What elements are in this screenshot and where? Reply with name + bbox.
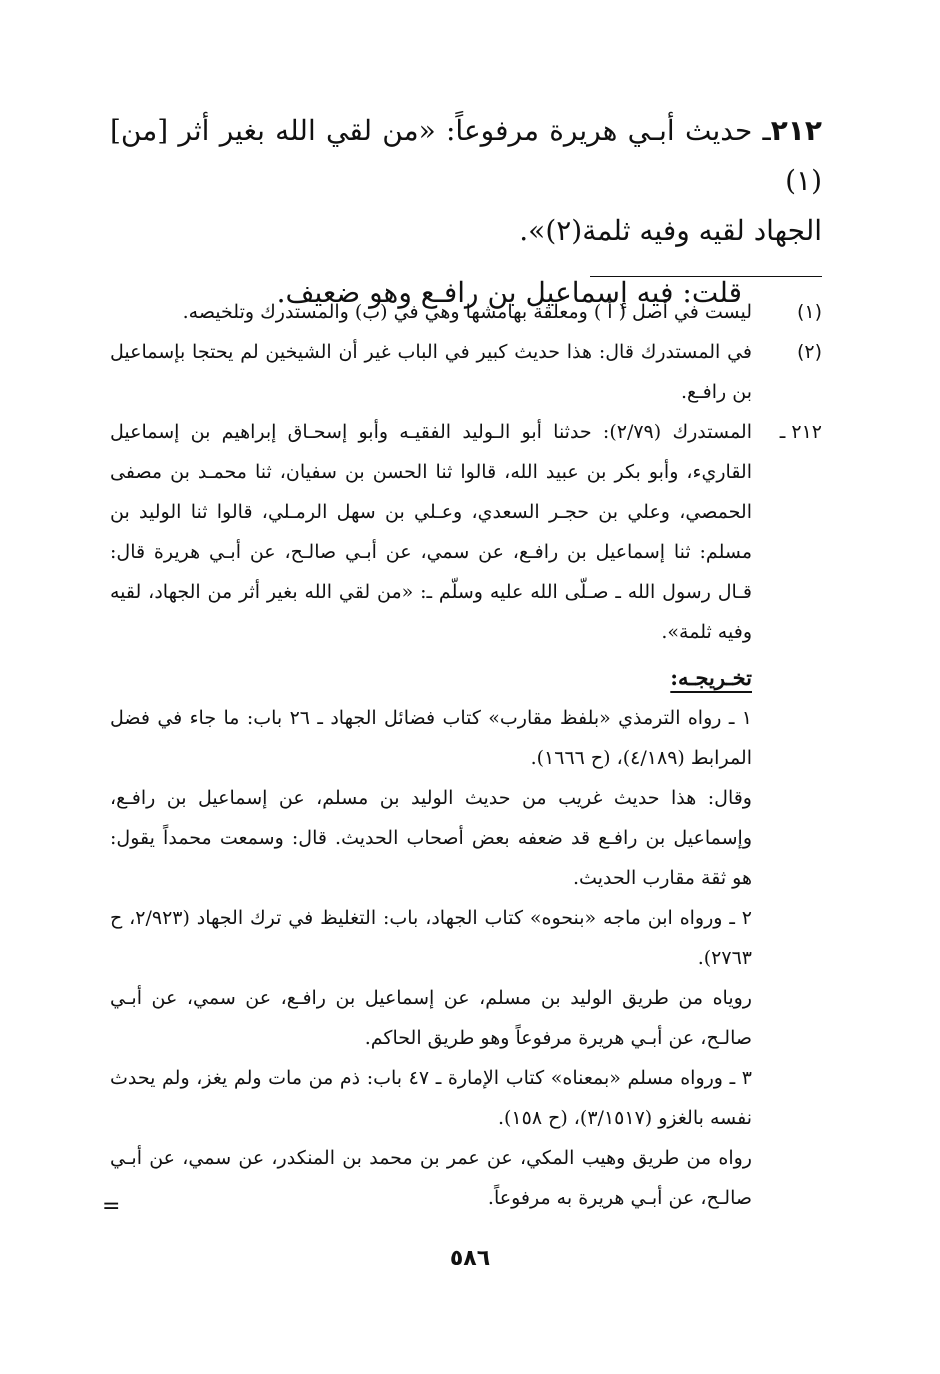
paragraph-lead: ١ ـ	[728, 707, 752, 729]
takhrij-paragraph-5	[110, 1058, 752, 1138]
takhrij-paragraph-1	[110, 698, 752, 778]
mustadrak-number: ٢١٢ ـ	[779, 421, 822, 443]
hadith-line-1	[110, 106, 822, 206]
paragraph-text: رواه الترمذي «بلفظ مقارب» كتاب فضائل الجهاد ـ ٢٦ باب: ما جاء في فضل المرابط (٤/١٨٩)، (ح ١٦٦٦).	[110, 707, 752, 769]
takhrij-paragraph-6	[110, 1138, 752, 1218]
paragraph-text: ورواه مسلم «بمعناه» كتاب الإمارة ـ ٤٧ باب: ذم من مات ولم يغز، ولم يحدث نفسه بالغزو (٣/١٥١٧)، (ح ١٥٨).	[110, 1067, 752, 1129]
mustadrak-text: المستدرك (٢/٧٩): حدثنا أبو الـوليد الفقيـه وأبو إسحـاق إبراهيم بن إسماعيل القاريء، وأبو بكر بن عبيد الله، قالوا ثنا الحسن بن سفيان، ثنا محمـد بن مصفى الحمصي، وعلي بن حجـر السعدي، وعـلي بن سهل الرمـلي، قالوا ثنا الوليد بن مسلم: ثنا إسماعيل بن رافـع، عن سمي، عن أبـي صالـح، عن أبـي هريرة قال: قـال رسول الله ـ صـلّى الله عليه وسلّم ـ: «من لقي الله بغير أثر من الجهاد، لقيه وفيه ثلمة».	[110, 421, 752, 643]
takhrij-paragraph-3	[110, 898, 752, 978]
paragraph-text: ورواه ابن ماجه «بنحوه» كتاب الجهاد، باب: التغليظ في ترك الجهاد (٢/٩٢٣، ح ٢٧٦٣).	[110, 907, 752, 969]
paragraph-text: رواه من طريق وهيب المكي، عن عمر بن محمد بن المنكدر، عن سمي، عن أبـي صالـح، عن أبـي هريرة به مرفوعاً.	[110, 1147, 752, 1209]
footnotes-section	[110, 292, 822, 1218]
takhrij-paragraph-2	[110, 778, 752, 898]
author-comment: قلت: فيه إسماعيل بن رافـع وهو ضعيف.	[276, 276, 742, 309]
paragraph-text: روياه من طريق الوليد بن مسلم، عن إسماعيل بن رافـع، عن سمي، عن أبـي صالـح، عن أبـي هريرة مرفوعاً وهو طريق الحاكم.	[110, 987, 752, 1049]
footnote-2	[110, 332, 822, 412]
continuation-mark: =	[102, 1194, 121, 1219]
hadith-line-2: الجهاد لقيه وفيه ثلمة(٢)».	[519, 214, 822, 247]
paragraph-lead: ٢ ـ	[729, 907, 752, 929]
footnote-number: (١)	[796, 301, 822, 323]
takhrij-section	[110, 658, 752, 1218]
takhrij-heading: تخـريجـه:	[670, 665, 752, 690]
footnote-1	[110, 292, 822, 332]
takhrij-paragraph-4	[110, 978, 752, 1058]
hadith-number: ٢١٢	[770, 114, 822, 147]
footnote-divider	[590, 276, 822, 277]
footnote-text: في المستدرك قال: هذا حديث كبير في الباب غير أن الشيخين لم يحتجا بإسماعيل بن رافـع.	[110, 341, 752, 403]
page-number: ٥٨٦	[449, 1246, 491, 1271]
paragraph-lead: ٣ ـ	[729, 1067, 753, 1089]
hadith-text-line1: ـ حديث أبـي هريرة مرفوعاً: «من لقي الله بغير أثر [من](١)	[110, 114, 822, 197]
hadith-entry	[110, 106, 822, 316]
footnote-number: (٢)	[796, 341, 822, 363]
mustadrak-note	[110, 412, 822, 652]
footnote-text: ليست في أصل ( أ ) ومعلقة بهامشها وهي في (ب) والمستدرك وتلخيصه.	[182, 301, 752, 323]
paragraph-text: وقال: هذا حديث غريب من حديث الوليد بن مسلم، عن إسماعيل بن رافـع، وإسماعيل بن رافـع قد ضعفه بعض أصحاب الحديث. قال: وسمعت محمداً يقول: هو ثقة مقارب الحديث.	[110, 787, 752, 889]
